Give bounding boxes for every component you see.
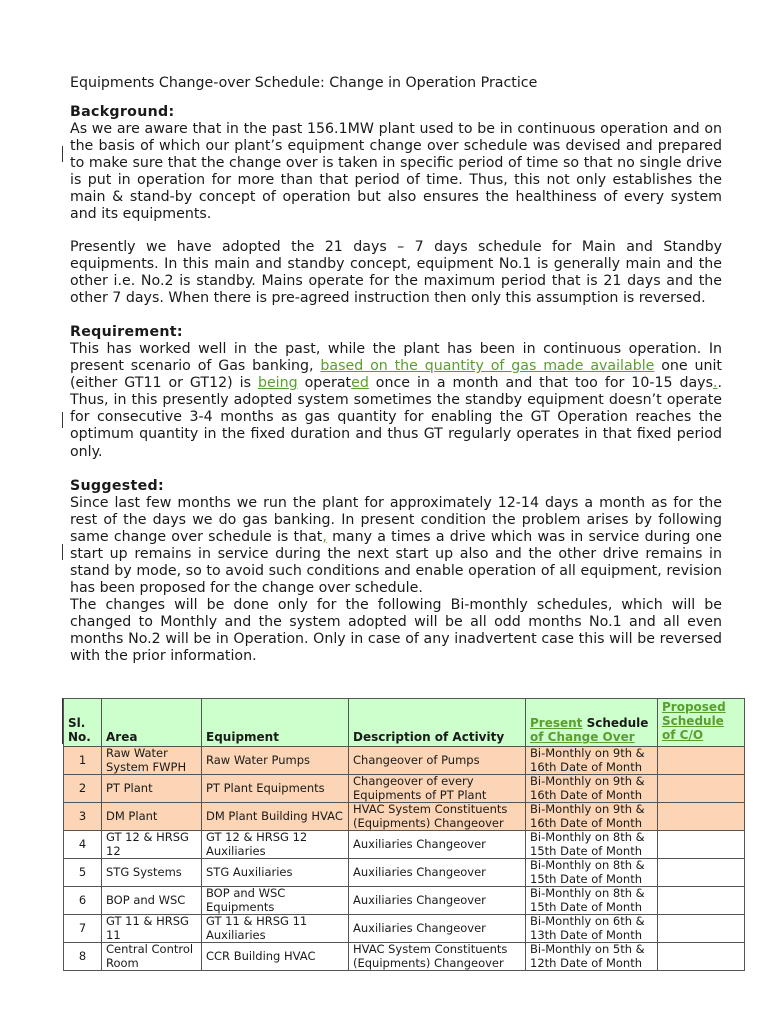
cell-sl-no: 6 (64, 887, 102, 915)
header-present-schedule: Present Schedule of Change Over (526, 699, 658, 747)
cell-proposed-schedule (658, 831, 745, 859)
suggested-paragraph-1: Since last few months we run the plant for approximately 12-14 days a month as for the rest of the days we do gas banking. In present condition the problem arises by following same change over schedule is that, many a times a drive which was in service during one start up remains in service during the next start up also and the other drive remains in stand by mode, so to avoid such conditions and enable operation of all equipment, revision has been proposed for the change over schedule. (70, 494, 722, 597)
header-area: Area (102, 699, 202, 747)
changeover-schedule-table (63, 698, 745, 971)
cell-sl-no: 7 (64, 915, 102, 943)
cell-equipment: PT Plant Equipments (202, 775, 349, 803)
table-row (64, 887, 745, 915)
table-row (64, 831, 745, 859)
cell-present-schedule: Bi-Monthly on 5th & 12th Date of Month (526, 943, 658, 971)
cell-description: Auxiliaries Changeover (349, 859, 526, 887)
cell-present-schedule: Bi-Monthly on 9th & 16th Date of Month (526, 747, 658, 775)
cell-equipment: CCR Building HVAC (202, 943, 349, 971)
cell-sl-no: 5 (64, 859, 102, 887)
cell-description: HVAC System Constituents (Equipments) Changeover (349, 803, 526, 831)
document-body (70, 74, 722, 666)
cell-proposed-schedule (658, 915, 745, 943)
header-sl-no: Sl. No. (64, 699, 102, 747)
cell-present-schedule: Bi-Monthly on 9th & 16th Date of Month (526, 775, 658, 803)
table-row (64, 747, 745, 775)
cell-proposed-schedule (658, 943, 745, 971)
tracked-insertion: ed (351, 375, 369, 392)
cell-sl-no: 8 (64, 943, 102, 971)
cell-description: Changeover of Pumps (349, 747, 526, 775)
cell-present-schedule: Bi-Monthly on 6th & 13th Date of Month (526, 915, 658, 943)
suggested-paragraph-2: The changes will be done only for the following Bi-monthly schedules, which will be changed to Monthly and the system adopted will be all odd months No.1 and all even months No.2 will be in Operation. Only in case of any inadvertent case this will be reversed with the prior information. (70, 597, 722, 665)
cell-proposed-schedule (658, 859, 745, 887)
revision-bar (62, 412, 63, 428)
cell-present-schedule: Bi-Monthly on 8th & 15th Date of Month (526, 887, 658, 915)
tracked-insertion: based on the quantity of gas made available (320, 358, 655, 375)
requirement-heading: Requirement: (70, 323, 183, 340)
header-description: Description of Activity (349, 699, 526, 747)
cell-area: Raw Water System FWPH (102, 747, 202, 775)
background-paragraph-1: As we are aware that in the past 156.1MW plant used to be in continuous operation and on the basis of which our plant’s equipment change over schedule was devised and prepared to make sure that the change over is taken in specific period of time so that no single drive is put in operation for more than that period of time. Thus, this not only establishes the main & stand-by concept of operation but also ensures the healthiness of every system and its equipments. (70, 121, 722, 223)
cell-equipment: STG Auxiliaries (202, 859, 349, 887)
header-proposed-schedule: Proposed Schedule of C/O (658, 699, 745, 747)
table-row (64, 943, 745, 971)
background-heading: Background: (70, 104, 175, 120)
cell-equipment: Raw Water Pumps (202, 747, 349, 775)
cell-proposed-schedule (658, 747, 745, 775)
cell-proposed-schedule (658, 887, 745, 915)
cell-sl-no: 2 (64, 775, 102, 803)
requirement-paragraph: This has worked well in the past, while the plant has been in continuous operation. In present scenario of Gas banking, based on the quantity of gas made available one unit (either GT11 or GT12) is being operated once in a month and that too for 10-15 days.. Thus, in this presently adopted system sometimes the standby equipment doesn’t operate for consecutive 3-4 months as gas quantity for enabling the GT Operation reaches the optimum quantity in the fixed duration and thus GT regularly operates in that fixed period only. (70, 340, 723, 460)
tracked-insertion: , (322, 528, 327, 545)
table-header-row (64, 699, 745, 747)
tracked-insertion: being (257, 375, 298, 392)
cell-sl-no: 4 (64, 831, 102, 859)
revision-bar (62, 146, 63, 162)
table-row (64, 803, 745, 831)
cell-description: HVAC System Constituents (Equipments) Changeover (349, 943, 526, 971)
cell-present-schedule: Bi-Monthly on 9th & 16th Date of Month (526, 803, 658, 831)
cell-sl-no: 3 (64, 803, 102, 831)
table-row (64, 915, 745, 943)
cell-equipment: GT 12 & HRSG 12 Auxiliaries (202, 831, 349, 859)
cell-area: GT 12 & HRSG 12 (102, 831, 202, 859)
cell-equipment: DM Plant Building HVAC (202, 803, 349, 831)
background-paragraph-2: Presently we have adopted the 21 days – 7 days schedule for Main and Standby equipments. In this main and standby concept, equipment No.1 is generally main and the other i.e. No.2 is standby. Mains operate for the maximum period that is 21 days and the other 7 days. When there is pre-agreed instruction then only this assumption is reversed. (70, 238, 722, 306)
cell-equipment: BOP and WSC Equipments (202, 887, 349, 915)
cell-area: STG Systems (102, 859, 202, 887)
cell-description: Changeover of every Equipments of PT Plant (349, 775, 526, 803)
cell-present-schedule: Bi-Monthly on 8th & 15th Date of Month (526, 859, 658, 887)
cell-description: Auxiliaries Changeover (349, 831, 526, 859)
cell-description: Auxiliaries Changeover (349, 915, 526, 943)
revision-bar (62, 544, 63, 560)
cell-proposed-schedule (658, 775, 745, 803)
header-equipment: Equipment (202, 699, 349, 747)
cell-description: Auxiliaries Changeover (349, 887, 526, 915)
cell-area: Central Control Room (102, 943, 202, 971)
cell-sl-no: 1 (64, 747, 102, 775)
cell-area: GT 11 & HRSG 11 (102, 915, 202, 943)
cell-area: BOP and WSC (102, 887, 202, 915)
cell-area: PT Plant (102, 775, 202, 803)
document-title: Equipments Change-over Schedule: Change in Operation Practice (70, 75, 538, 91)
cell-area: DM Plant (102, 803, 202, 831)
cell-proposed-schedule (658, 803, 745, 831)
cell-present-schedule: Bi-Monthly on 8th & 15th Date of Month (526, 831, 658, 859)
tracked-insertion: . (712, 375, 718, 392)
table-row (64, 859, 745, 887)
table-row (64, 775, 745, 803)
cell-equipment: GT 11 & HRSG 11 Auxiliaries (202, 915, 349, 943)
suggested-heading: Suggested: (70, 477, 164, 494)
